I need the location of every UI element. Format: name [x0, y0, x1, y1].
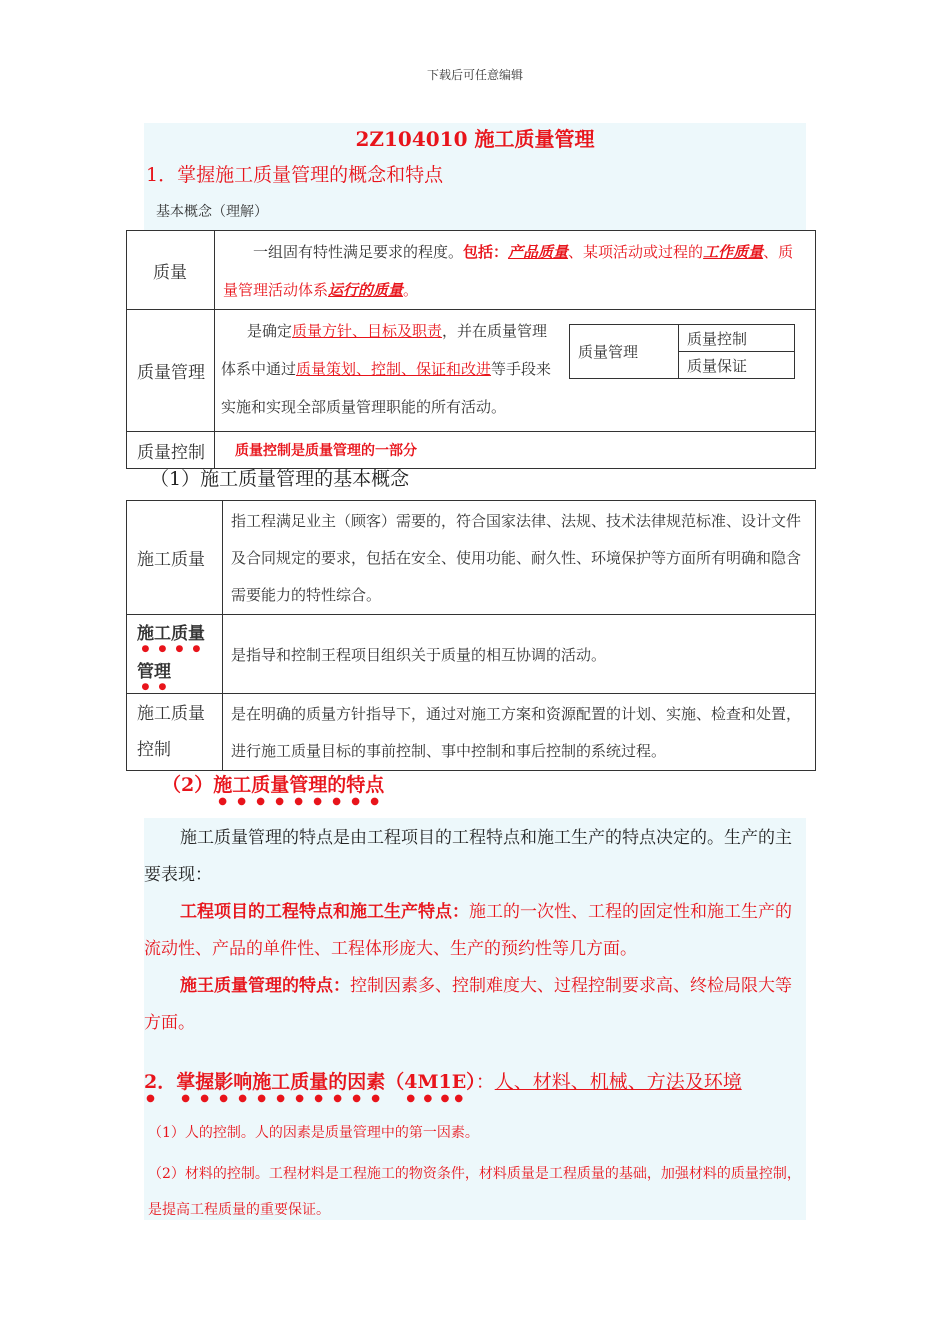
quality-definition: 一组固有特性满足要求的程度。包括：产品质量、某项活动或过程的工作质量、质量管理活动体系运行的质量。 — [215, 231, 816, 310]
row-label-quality-control: 质量控制 — [127, 432, 215, 469]
concept-table — [126, 230, 816, 469]
subsection2-heading: （2）施工质量管理的特点 — [162, 774, 385, 796]
basic-concept-label: 基本概念（理解） — [156, 204, 268, 220]
quality-control-definition: 质量控制是质量管理的一部分 — [215, 432, 816, 469]
page-title: 2Z104010 施工质量管理 — [355, 127, 595, 151]
quality-management-definition: 是确定质量方针、目标及职责，并在质量管理体系中通过质量策划、控制、保证和改进等手段来实施和实现全部质量管理职能的所有活动。 质量管理 质量控制 质量保证 — [215, 310, 816, 432]
header-note: 下载后可任意编辑 — [426, 68, 523, 82]
row-label-construction-quality-control: 施工质量控制 — [127, 694, 223, 771]
inner-quality-assurance: 质量保证 — [679, 352, 795, 379]
row-label-construction-quality-management: 施工质量管理 — [127, 615, 223, 694]
row-label-construction-quality: 施工质量 — [127, 501, 223, 615]
row-label-quality: 质量 — [127, 231, 215, 310]
construction-quality-text: 指工程满足业主（顾客）需要的，符合国家法律、法规、技术法律规范标准、设计文件及合同规定的要求，包括在安全、使用功能、耐久性、环境保护等方面所有明确和隐含需要能力的特性综合。 — [223, 501, 816, 615]
row-label-quality-management: 质量管理 — [127, 310, 215, 432]
construction-quality-control-text: 是在明确的质量方针指导下，通过对施工方案和资源配置的计划、实施、检查和处置，进行施工质量目标的事前控制、事中控制和事后控制的系统过程。 — [223, 694, 816, 771]
inner-qm-label: 质量管理 — [570, 325, 679, 379]
section2-heading: 2．掌握影响施工质量的因素（4M1E）：人、材料、机械、方法及环境 — [144, 1071, 742, 1093]
item-material-control: （2）材料的控制。工程材料是工程施工的物资条件，材料质量是工程质量的基础，加强材料的质量控制，是提高工程质量的重要保证。 — [148, 1166, 801, 1218]
inner-qm-table — [569, 324, 795, 379]
construction-quality-management-text: 是指导和控制王程项目组织关于质量的相互协调的活动。 — [223, 615, 816, 694]
item-human-control: （1）人的控制。人的因素是质量管理中的第一因素。 — [148, 1125, 479, 1141]
paragraph-management-features: 施王质量管理的特点：控制因素多、控制难度大、过程控制要求高、终检局限大等方面。 — [144, 976, 792, 1033]
construction-quality-table — [126, 500, 816, 771]
subsection1-heading: （1）施工质量管理的基本概念 — [150, 468, 410, 490]
section1-heading: 1．掌握施工质量管理的概念和特点 — [146, 164, 444, 186]
paragraph-characteristics: 施工质量管理的特点是由工程项目的工程特点和施工生产的特点决定的。生产的主要表现： — [144, 828, 792, 885]
paragraph-project-features: 工程项目的工程特点和施工生产特点：施工的一次性、工程的固定性和施工生产的流动性、产品的单件性、工程体形庞大、生产的预约性等几方面。 — [144, 902, 792, 959]
inner-quality-control: 质量控制 — [679, 325, 795, 352]
